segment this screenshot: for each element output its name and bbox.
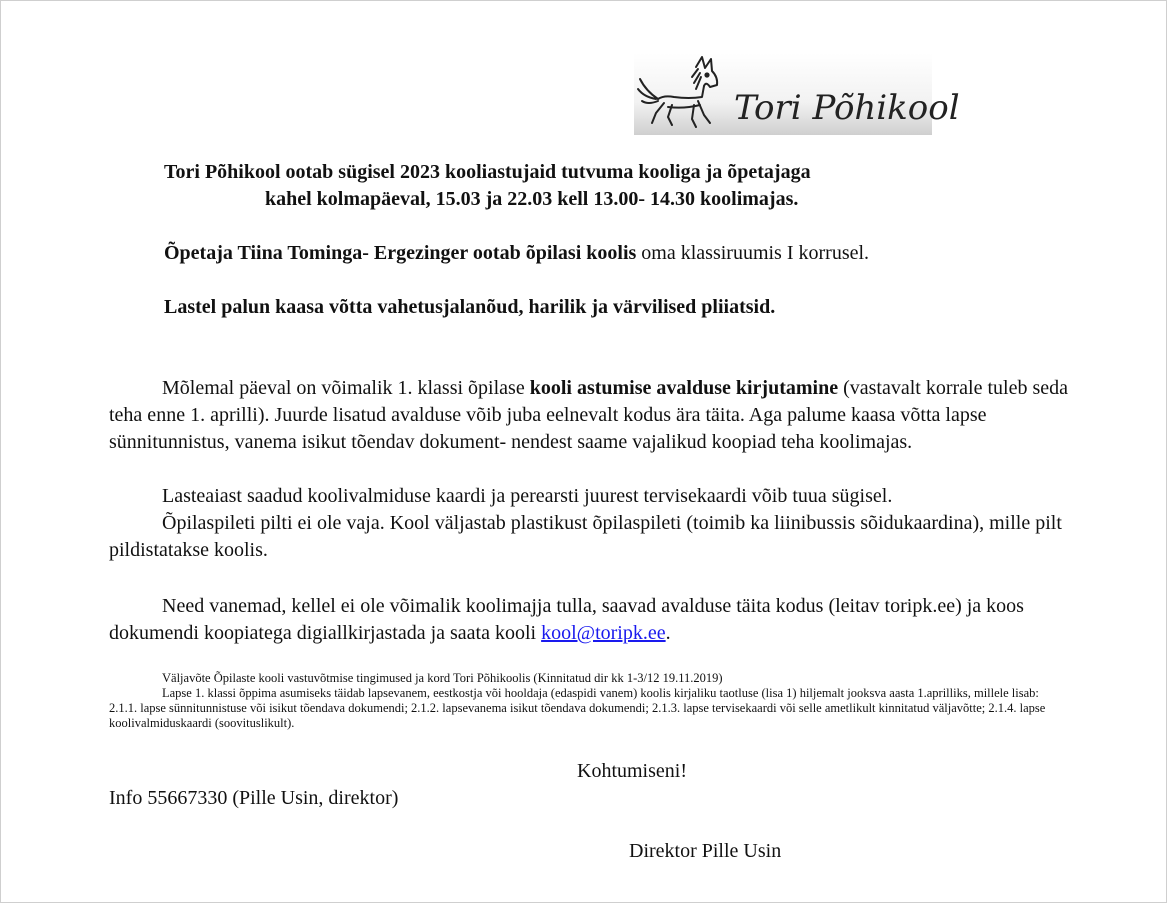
horse-icon	[634, 53, 960, 135]
paragraph4-text: Need vanemad, kellel ei ole võimalik koolimajja tulla, saavad avalduse täita kodus (leitav toripk.ee) ja koos dokumendi koopiatega digiallkirjastada ja saata kooli	[109, 595, 1024, 644]
excerpt-title	[109, 671, 1069, 686]
excerpt-title-text: Väljavõte Õpilaste kooli vastuvõtmise tingimused ja kord Tori Põhikoolis (Kinnitatud dir kk 1-3/12 19.11.2019)	[162, 671, 723, 685]
paragraph3-text: Õpilaspileti pilti ei ole vaja. Kool väljastab plastikust õpilaspileti (toimib ka liinibussis sõidukaardina), mille pilt pildistatakse koolis.	[109, 512, 1062, 561]
paragraph-student-card	[109, 510, 1089, 564]
paragraph1-post: (vastavalt korrale tuleb seda teha enne 1. aprilli). Juurde lisatud avalduse võib juba eelnevalt kodus ära täita. Aga palume kaasa võtta lapse sünnitunnistus, vanema isikut tõendav dokument- nendest saame vajalikud koopiad teha koolimajas.	[109, 377, 1068, 453]
headline-line-2: kahel kolmapäeval, 15.03 ja 22.03 kell 13.00- 14.30 koolimajas.	[265, 188, 799, 210]
paragraph4-end: .	[665, 622, 671, 644]
supplies-line: Lastel palun kaasa võtta vahetusjalanõud, harilik ja värvilised pliiatsid.	[164, 296, 776, 318]
excerpt-body-text: Lapse 1. klassi õppima asumiseks täidab lapsevanem, eestkostja või hooldaja (edaspidi vanem) koolis kirjaliku taotluse (lisa 1) hiljemalt jooksva aasta 1.aprilliks, millele lisab: 2.1.1. lapse sünnitunnistuse või isikut tõendava dokumendi; 2.1.2. lapsevanema isikut tõendava dokumendi; 2.1.3. lapse tervisekaardi või selle ametlikult kinnitatud väljavõtte; 2.1.4. lapse koolivalmiduskaardi (soovituslikult).	[109, 686, 1046, 730]
paragraph-remote	[109, 593, 1089, 647]
paragraph1-pre: Mõlemal päeval on võimalik 1. klassi õpilase	[162, 377, 530, 399]
excerpt-body	[109, 686, 1069, 731]
teacher-line	[164, 240, 869, 267]
teacher-rest: oma klassiruumis I korrusel.	[636, 242, 870, 264]
email-link[interactable]: kool@toripk.ee	[541, 622, 666, 644]
school-logo	[634, 53, 960, 135]
headline-line-1: Tori Põhikool ootab sügisel 2023 kooliastujaid tutvuma kooliga ja õpetajaga	[164, 161, 811, 183]
paragraph1-bold: kooli astumise avalduse kirjutamine	[529, 377, 839, 399]
svg-text:Tori Põhikool: Tori Põhikool	[734, 88, 960, 128]
director-signature: Direktor Pille Usin	[629, 840, 782, 862]
teacher-bold: Õpetaja Tiina Tominga- Ergezinger ootab õpilasi koolis	[164, 242, 637, 264]
closing-text: Kohtumiseni!	[577, 760, 687, 782]
paragraph-health-card	[109, 483, 1089, 510]
info-contact: Info 55667330 (Pille Usin, direktor)	[109, 787, 399, 809]
paragraph-application	[109, 375, 1089, 456]
paragraph2-text: Lasteaiast saadud koolivalmiduse kaardi ja perearsti juurest tervisekaardi võib tuua sügisel.	[162, 485, 893, 507]
